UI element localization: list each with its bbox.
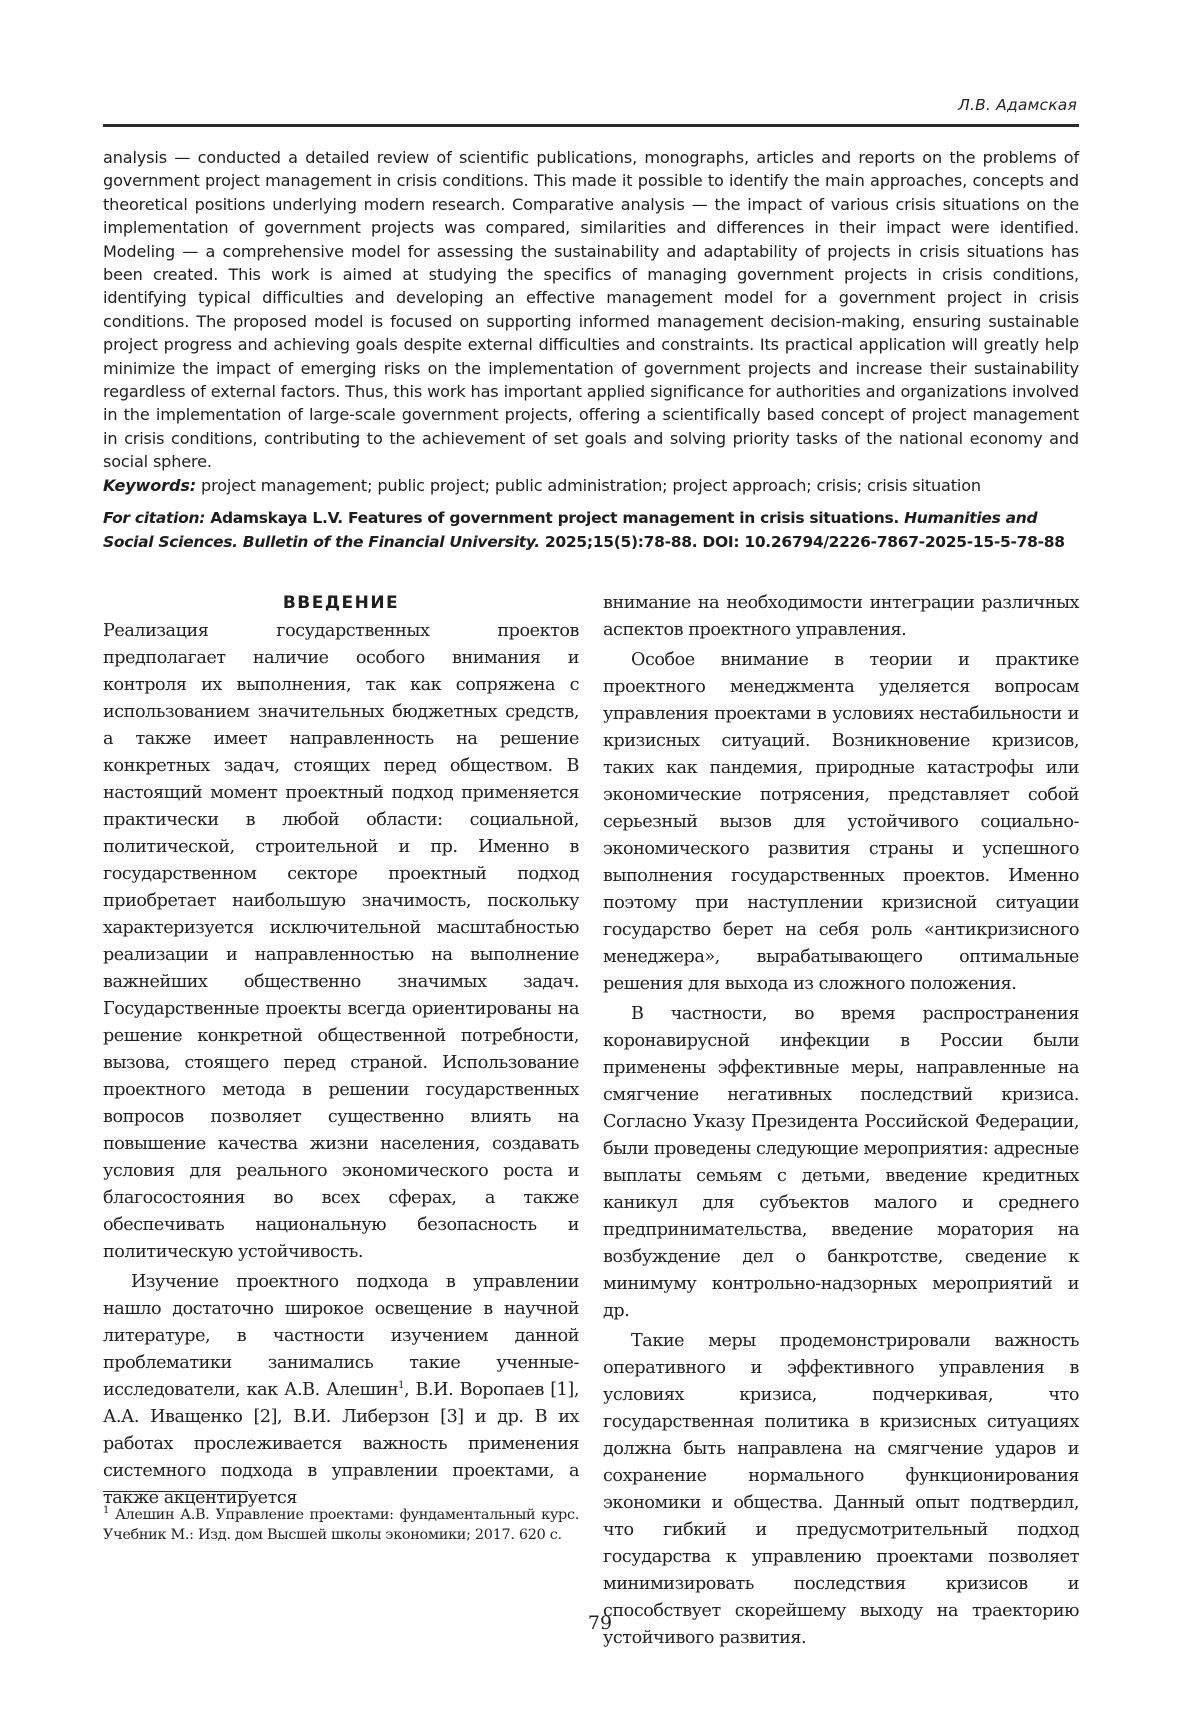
- footnote-rule: [103, 1491, 248, 1492]
- right-column: [603, 590, 1079, 1655]
- left-paragraph-2: [103, 1269, 579, 1512]
- keywords-line: [103, 474, 1079, 497]
- left-column: [103, 590, 579, 1515]
- left-paragraph-2-start: Изучение проектного подхода в управлении нашло достаточно широкое освещение в научной литературе, в частности изучением данной проблематики занимались такие ученные-исследователи, как А.В. Алешин: [103, 1272, 579, 1400]
- header-rule: [103, 124, 1079, 127]
- footnote: [103, 1505, 579, 1545]
- citation-block: [103, 506, 1079, 554]
- page-number: 79: [587, 1612, 613, 1634]
- footnote-reference: 1: [398, 1380, 405, 1392]
- left-paragraph-2-end: , В.И. Воропаев [1], А.А. Иващенко [2], В.И. Либерзон [3] и др. В их работах прослеживается важность применения системного подхода в управлении проектами, а также акцентируется: [103, 1380, 579, 1508]
- footnote-marker: 1: [103, 1505, 110, 1517]
- right-paragraph-2: Особое внимание в теории и практике проектного менеджмента уделяется вопросам управления проектами в условиях нестабильности и кризисных ситуаций. Возникновение кризисов, таких как пандемия, природные катастрофы или экономические потрясения, представляет собой серьезный вызов для устойчивого социально-экономического развития страны и успешного выполнения государственных проектов. Именно поэтому при наступлении кризисной ситуации государство берет на себя роль «антикризисного менеджера», вырабатывающего оптимальные решения для выхода из сложного положения.: [603, 650, 1079, 994]
- citation-details: 2025;15(5):78-88. DOI: 10.26794/2226-7867-2025-15-5-78-88: [539, 533, 1065, 551]
- citation-journal: Humanities and Social Sciences. Bulletin of the Financial University.: [103, 509, 1038, 551]
- footnote-body: Алешин А.В. Управление проектами: фундаментальный курс. Учебник М.: Изд. дом Высшей школы экономики; 2017. 620 с.: [103, 1507, 579, 1543]
- abstract-block: [103, 146, 1079, 497]
- keywords-label: Keywords:: [103, 475, 197, 495]
- abstract-text: analysis — conducted a detailed review of scientific publications, monographs, articles and reports on the problems of government project management in crisis conditions. This made it possible to identify the main approaches, concepts and theoretical positions underlying modern research. Comparative analysis — the impact of various crisis situations on the implementation of government projects was compared, similarities and differences in their impact were identified. Modeling — a comprehensive model for assessing the sustainability and adaptability of projects in crisis situations has been created. This work is aimed at studying the specifics of managing government projects in crisis conditions, identifying typical difficulties and developing an effective management model for a government project in crisis conditions. The proposed model is focused on supporting informed management decision-making, ensuring sustainable project progress and achieving goals despite external difficulties and constraints. Its practical application will greatly help minimize the impact of emerging risks on the implementation of government projects and increase their sustainability regardless of external factors. Thus, this work has important applied significance for authorities and organizations involved in the implementation of large-scale government projects, offering a scientifically based concept of project management in crisis conditions, contributing to the achievement of set goals and solving priority tasks of the national economy and social sphere.: [103, 148, 1079, 472]
- right-paragraph-1: внимание на необходимости интеграции различных аспектов проектного управления.: [603, 593, 1079, 640]
- footnote-text: [103, 1505, 579, 1545]
- citation-author-title: Adamskaya L.V. Features of government project management in crisis situations.: [205, 509, 905, 527]
- right-paragraph-4: Такие меры продемонстрировали важность оперативного и эффективного управления в условиях кризиса, подчеркивая, что государственная политика в кризисных ситуациях должна быть направлена на смягчение ударов и сохранение нормального функционирования экономики и общества. Данный опыт подтвердил, что гибкий и предусмотрительный подход государства к управлению проектами позволяет минимизировать последствия кризисов и способствует скорейшему выходу на траекторию устойчивого развития.: [603, 1331, 1079, 1648]
- keywords-list: project management; public project; public administration; project approach; crisis; crisis situation: [196, 475, 981, 495]
- citation-label: For citation:: [103, 509, 206, 527]
- left-paragraph-1: Реализация государственных проектов предполагает наличие особого внимания и контроля их выполнения, так как сопряжена с использованием значительных бюджетных средств, а также имеет направленность на решение конкретных задач, стоящих перед обществом. В настоящий момент проектный подход применяется практически в любой области: социальной, политической, строительной и пр. Именно в государственном секторе проектный подход приобретает наибольшую значимость, поскольку характеризуется исключительной масштабностью реализации и направленностью на выполнение важнейших общественно значимых задач. Государственные проекты всегда ориентированы на решение конкретной общественной потребности, вызова, стоящего перед страной. Использование проектного метода в решении государственных вопросов позволяет существенно влиять на повышение качества жизни населения, создавать условия для реального экономического роста и благосостояния во всех сферах, а также обеспечивать национальную безопасность и политическую устойчивость.: [103, 621, 579, 1262]
- running-head: Л.В. Адамская: [958, 96, 1077, 114]
- section-heading: ВВЕДЕНИЕ: [282, 593, 400, 613]
- right-paragraph-3: В частности, во время распространения коронавирусной инфекции в России были применены эффективные меры, направленные на смягчение негативных последствий кризиса. Согласно Указу Президента Российской Федерации, были проведены следующие мероприятия: адресные выплаты семьям с детьми, введение кредитных каникул для субъектов малого и среднего предпринимательства, введение моратория на возбуждение дел о банкротстве, сведение к минимуму контрольно-надзорных мероприятий и др.: [603, 1004, 1079, 1321]
